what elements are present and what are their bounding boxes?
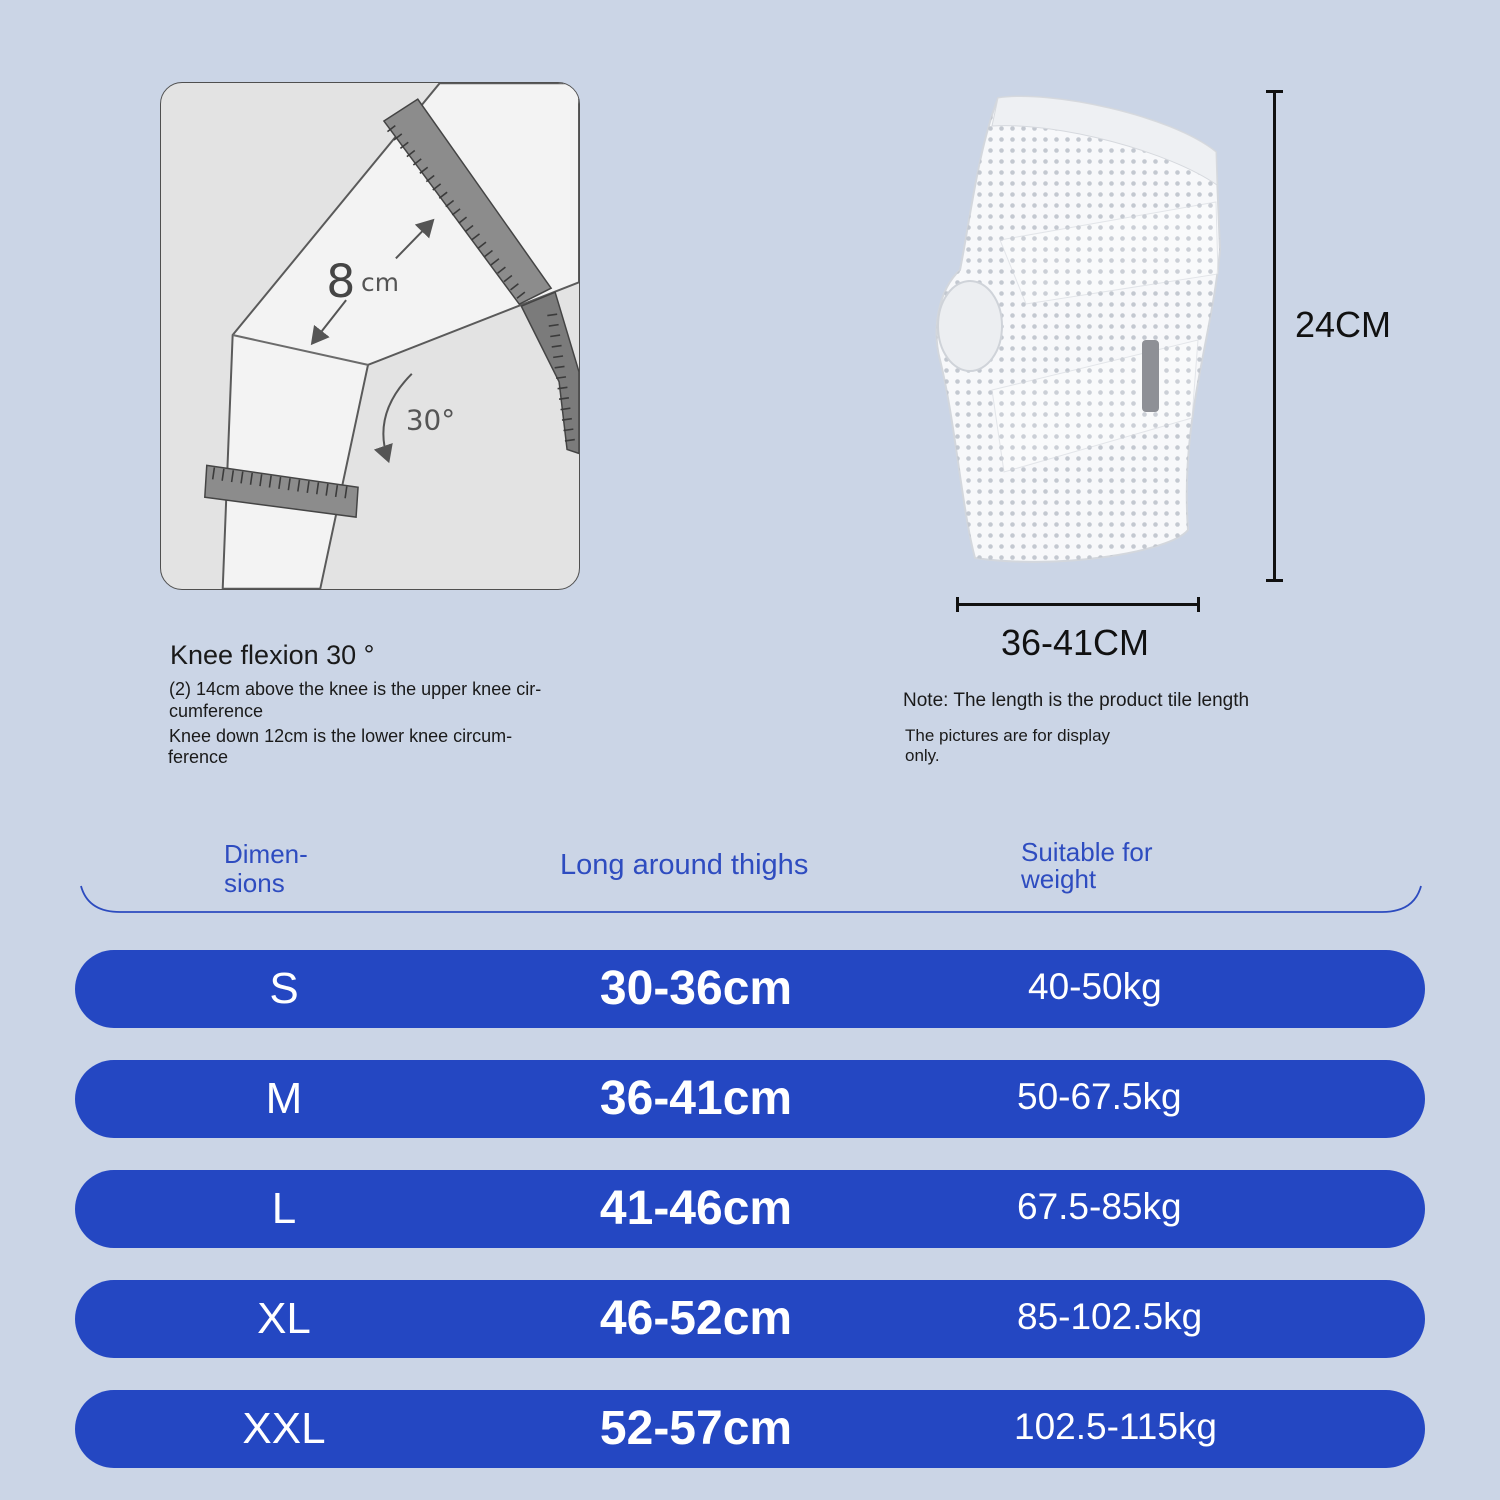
size-cell: XXL [242, 1404, 326, 1453]
weight-cell: 85-102.5kg [1017, 1296, 1203, 1337]
dimension-cap [1266, 579, 1283, 582]
size-row [75, 950, 1425, 1028]
size-row [75, 1170, 1425, 1248]
weight-cell: 50-67.5kg [1017, 1076, 1182, 1117]
product-note: Note: The length is the product tile length [903, 690, 1250, 711]
width-dimension-line [957, 603, 1199, 606]
header-size-line: sions [224, 868, 285, 898]
thigh-cell: 36-41cm [599, 1072, 793, 1125]
size-row [75, 1280, 1425, 1358]
distance-unit: cm [361, 268, 399, 298]
caption-line: Knee down 12cm is the lower knee circum- [169, 726, 513, 746]
weight-cell: 67.5-85kg [1017, 1186, 1182, 1227]
knee-drawing [161, 83, 579, 589]
size-row [75, 1390, 1425, 1468]
caption-line: cumference [169, 701, 264, 721]
size-row [75, 1060, 1425, 1138]
size-cell: M [265, 1074, 303, 1123]
width-label: 36-41CM [1000, 622, 1150, 663]
knee-brace-image [930, 90, 1230, 580]
header-weight-line: Suitable for [1021, 837, 1153, 867]
header-size-line: Dimen- [224, 839, 308, 869]
knee-measurement-illustration [160, 82, 580, 590]
caption-line: ference [168, 747, 229, 767]
flexion-angle: 30° [405, 403, 456, 437]
leg-shape [223, 83, 579, 589]
caption-title: Knee flexion 30 ° [170, 640, 375, 670]
size-cell: XL [257, 1294, 311, 1343]
header-weight-line: weight [1021, 864, 1097, 894]
dimension-cap [1266, 90, 1283, 93]
thigh-cell: 46-52cm [599, 1292, 793, 1345]
height-label: 24CM [1295, 304, 1392, 345]
patella-opening [938, 281, 1002, 371]
weight-cell: 102.5-115kg [1014, 1406, 1217, 1447]
thigh-cell: 41-46cm [599, 1182, 793, 1235]
disclaimer-line: The pictures are for display [905, 726, 1111, 745]
caption-line: (2) 14cm above the knee is the upper knee cir- [169, 679, 542, 699]
height-dimension-line [1273, 90, 1276, 582]
disclaimer-line: only. [905, 746, 940, 765]
size-cell: S [269, 964, 299, 1013]
thigh-cell: 52-57cm [599, 1402, 793, 1455]
header-thigh: Long around thighs [560, 849, 809, 881]
distance-value: 8 [326, 255, 356, 309]
dimension-cap [956, 597, 959, 612]
dimension-cap [1197, 597, 1200, 612]
header-underline [78, 880, 1424, 916]
brand-tag [1142, 340, 1159, 412]
weight-cell: 40-50kg [1028, 966, 1162, 1007]
thigh-cell: 30-36cm [599, 962, 793, 1015]
size-cell: L [271, 1184, 297, 1233]
